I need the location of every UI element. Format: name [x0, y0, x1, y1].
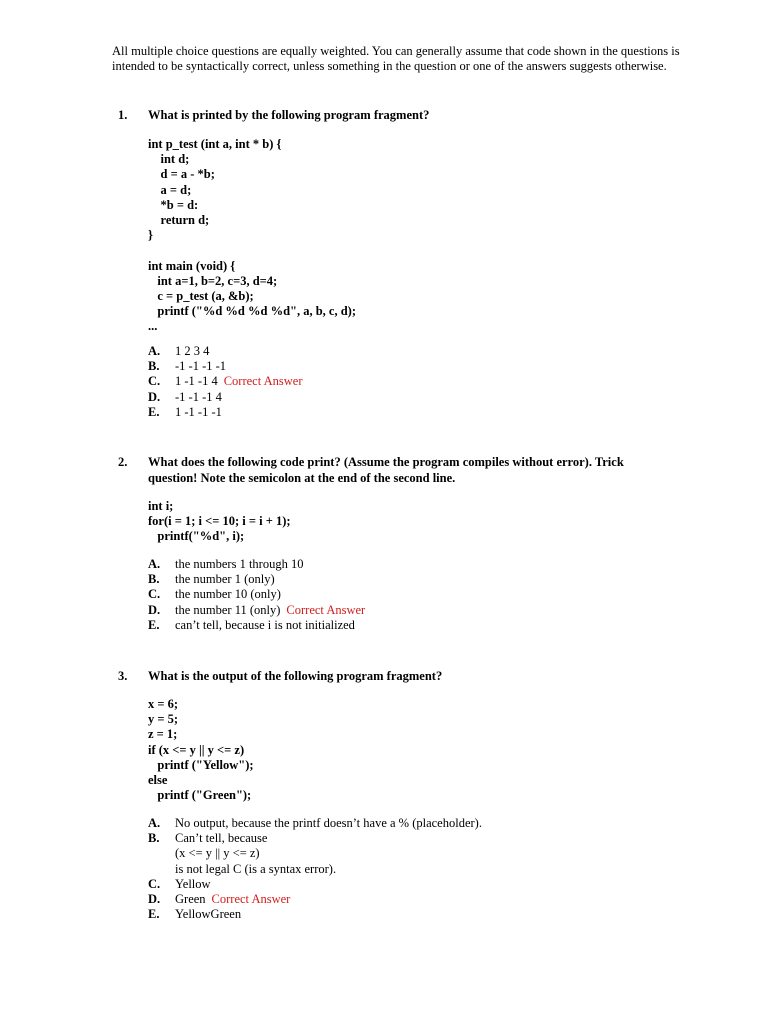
correct-answer-marker: Correct Answer [211, 891, 291, 906]
answer-letter: B. [148, 359, 160, 374]
code-line: z = 1; [148, 727, 178, 742]
question-1-text: What is printed by the following program fragment? [148, 108, 430, 122]
question-1-answers [148, 344, 303, 420]
code-line: x = 6; [148, 697, 179, 711]
answer-letter: D. [148, 891, 161, 906]
code-line: int p_test (int a, int * b) { [148, 137, 282, 151]
answer-option-a [148, 816, 482, 831]
answer-option-c [148, 877, 482, 892]
answer-text: the number 11 (only) [175, 602, 281, 617]
answer-text: can’t tell, because i is not initialized [175, 617, 355, 632]
answer-option-e [148, 618, 365, 633]
answer-letter: A. [148, 344, 161, 358]
answer-option-a [148, 557, 365, 572]
answer-option-c [148, 374, 303, 389]
answer-text: -1 -1 -1 -1 [175, 359, 227, 374]
answer-text: -1 -1 -1 4 [175, 389, 222, 404]
code-line: printf ("Yellow"); [148, 757, 254, 772]
correct-answer-marker: Correct Answer [223, 374, 303, 389]
question-2-text: What does the following code print? (Assume the program compiles without error). Trick question! Note the semicolon at the end of the second line. [148, 455, 624, 485]
code-line: } [148, 228, 153, 243]
code-line: int i; [148, 499, 174, 513]
code-line: ... [148, 319, 158, 334]
answer-letter: E. [148, 907, 160, 922]
answer-option-d [148, 390, 303, 405]
code-line: y = 5; [148, 712, 179, 727]
answer-text: the numbers 1 through 10 [175, 557, 304, 571]
answer-letter: C. [148, 374, 161, 389]
code-line: int a=1, b=2, c=3, d=4; [148, 273, 278, 288]
question-1-number: 1. [118, 108, 128, 122]
answer-text: 1 -1 -1 -1 [175, 404, 222, 419]
answer-option-b [148, 572, 365, 587]
answer-text: No output, because the printf doesn’t have a % (placeholder). [175, 816, 482, 830]
code-line: int d; [148, 152, 190, 167]
question-3-text: What is the output of the following program fragment? [148, 669, 443, 683]
answer-option-b [148, 359, 303, 374]
answer-text: 1 2 3 4 [175, 344, 210, 358]
answer-text: Green [175, 891, 206, 906]
answer-option-e [148, 405, 303, 420]
question-1-code [148, 137, 356, 334]
answer-option-b [148, 831, 482, 846]
code-line: return d; [148, 212, 210, 227]
answer-text: Can’t tell, because [175, 831, 268, 846]
code-line: printf("%d", i); [148, 529, 245, 544]
answer-continuation: is not legal C (is a syntax error). [175, 861, 337, 876]
question-3-number: 3. [118, 669, 128, 683]
question-2-number: 2. [118, 455, 128, 469]
code-line: d = a - *b; [148, 167, 215, 182]
code-line [148, 243, 356, 258]
answer-text: the number 10 (only) [175, 587, 281, 602]
answer-continuation: (x <= y || y <= z) [175, 846, 260, 861]
answer-letter: E. [148, 617, 160, 632]
instructions-paragraph: All multiple choice questions are equally weighted. You can generally assume that code shown in the questions is intended to be syntactically correct, unless something in the question or one of the answers suggests otherwise. [112, 44, 680, 73]
code-line: printf ("%d %d %d %d", a, b, c, d); [148, 304, 357, 319]
answer-letter: B. [148, 572, 160, 587]
correct-answer-marker: Correct Answer [286, 602, 366, 617]
code-line: *b = d: [148, 197, 199, 212]
answer-letter: D. [148, 602, 161, 617]
code-line: int main (void) { [148, 258, 236, 273]
code-line: for(i = 1; i <= 10; i = i + 1); [148, 514, 291, 529]
answer-option-c [148, 587, 365, 602]
question-3-code [148, 697, 254, 803]
code-line: a = d; [148, 182, 192, 197]
code-line: if (x <= y || y <= z) [148, 742, 245, 757]
question-2-code [148, 499, 291, 545]
answer-letter: A. [148, 816, 161, 830]
code-line: c = p_test (a, &b); [148, 288, 254, 303]
answer-option-d [148, 603, 365, 618]
answer-letter: C. [148, 587, 161, 602]
answer-option-a [148, 344, 303, 359]
answer-text: YellowGreen [175, 907, 242, 922]
question-2-answers [148, 557, 365, 633]
code-line: printf ("Green"); [148, 788, 252, 803]
code-line: else [148, 772, 168, 787]
answer-letter: E. [148, 404, 160, 419]
answer-option-e [148, 907, 482, 922]
answer-text: 1 -1 -1 4 [175, 374, 218, 389]
question-3-answers [148, 816, 482, 922]
answer-text: the number 1 (only) [175, 572, 275, 587]
answer-letter: A. [148, 557, 161, 571]
answer-letter: D. [148, 389, 161, 404]
answer-letter: B. [148, 831, 160, 846]
answer-option-d [148, 892, 482, 907]
answer-text: Yellow [175, 876, 211, 891]
answer-letter: C. [148, 876, 161, 891]
